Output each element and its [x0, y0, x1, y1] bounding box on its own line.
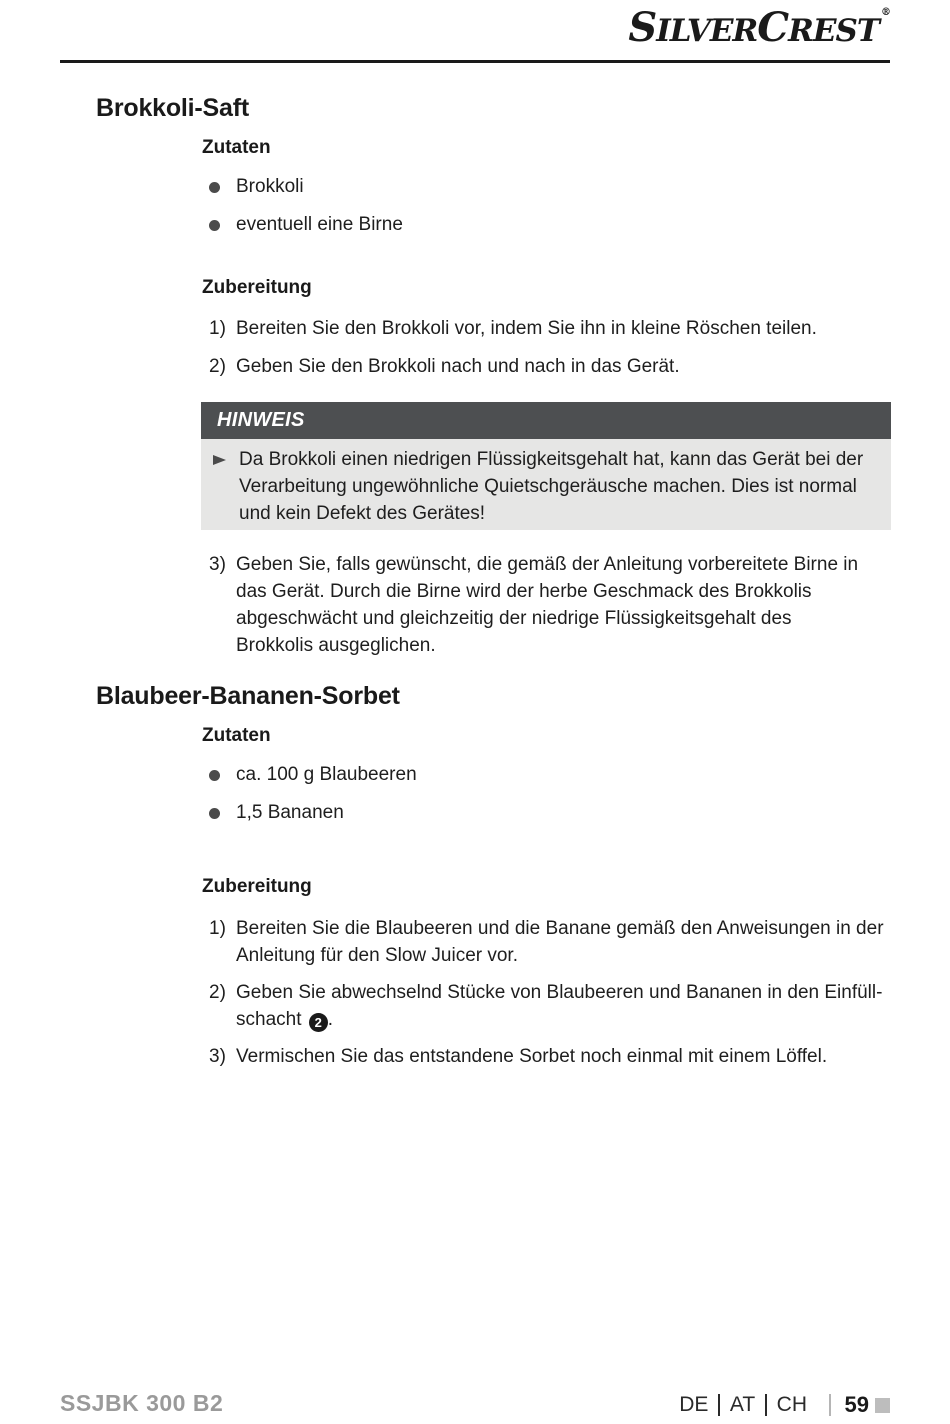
- note-box: [201, 402, 891, 530]
- ingredients-heading: Zutaten: [202, 725, 271, 746]
- section-title-brokkoli: Brokkoli-Saft: [96, 94, 249, 122]
- step-item: 1) Bereiten Sie die Blaubeeren und die Banane gemäß den Anweisungen in der Anleitung für den Slow Juicer vor.: [209, 918, 884, 966]
- country-code: DE: [679, 1393, 709, 1416]
- step-item: 1) Bereiten Sie den Brokkoli vor, indem Sie ihn in kleine Röschen teilen.: [209, 318, 817, 339]
- country-code: AT: [729, 1393, 756, 1416]
- preparation-heading: Zubereitung: [202, 277, 312, 298]
- step-item: 2) Geben Sie abwechselnd Stücke von Blaubeeren und Bananen in den Einfüll-schacht 2 .: [209, 982, 883, 1030]
- bullet-icon: [209, 808, 220, 819]
- bullet-icon: [209, 182, 220, 193]
- country-code: CH: [776, 1393, 808, 1416]
- silvercrest-logo: SILVERCREST®: [628, 4, 890, 51]
- model-number: SSJBK 300 B2: [60, 1390, 224, 1416]
- bullet-icon: [209, 220, 220, 231]
- ingredients-heading: Zutaten: [202, 137, 271, 158]
- reference-number-badge: 2: [309, 1013, 328, 1032]
- bullet-icon: [209, 770, 220, 781]
- page-marker-square: [875, 1398, 890, 1413]
- divider: [765, 1394, 767, 1416]
- divider: [829, 1394, 831, 1416]
- arrow-right-icon: [213, 455, 226, 465]
- section-title-sorbet: Blaubeer-Bananen-Sorbet: [96, 682, 400, 710]
- page-footer: [679, 1391, 890, 1419]
- step-item: 3) Vermischen Sie das entstandene Sorbet noch einmal mit einem Löffel.: [209, 1046, 828, 1067]
- header-rule: [60, 60, 890, 63]
- divider: [718, 1394, 720, 1416]
- note-body: Da Brokkoli einen niedrigen Flüssigkeitsgehalt hat, kann das Gerät bei der Verarbeitung ungewöhnliche Quietschgeräusche machen. Dies ist normal und kein Defekt des Gerätes!: [213, 446, 881, 527]
- step-item: 2) Geben Sie den Brokkoli nach und nach in das Gerät.: [209, 356, 680, 377]
- page-number: 59: [844, 1392, 869, 1417]
- preparation-heading: Zubereitung: [202, 876, 312, 897]
- step-item: 3) Geben Sie, falls gewünscht, die gemäß der Anleitung vorbereitete Birne in das Gerät. Durch die Birne wird der herbe Geschmack des Brokkolis abgeschwächt und gleichzeitig der niedrige Flüssigkeitsgehalt des Brokkolis ausgeglichen.: [209, 554, 859, 656]
- note-label: HINWEIS: [201, 402, 891, 439]
